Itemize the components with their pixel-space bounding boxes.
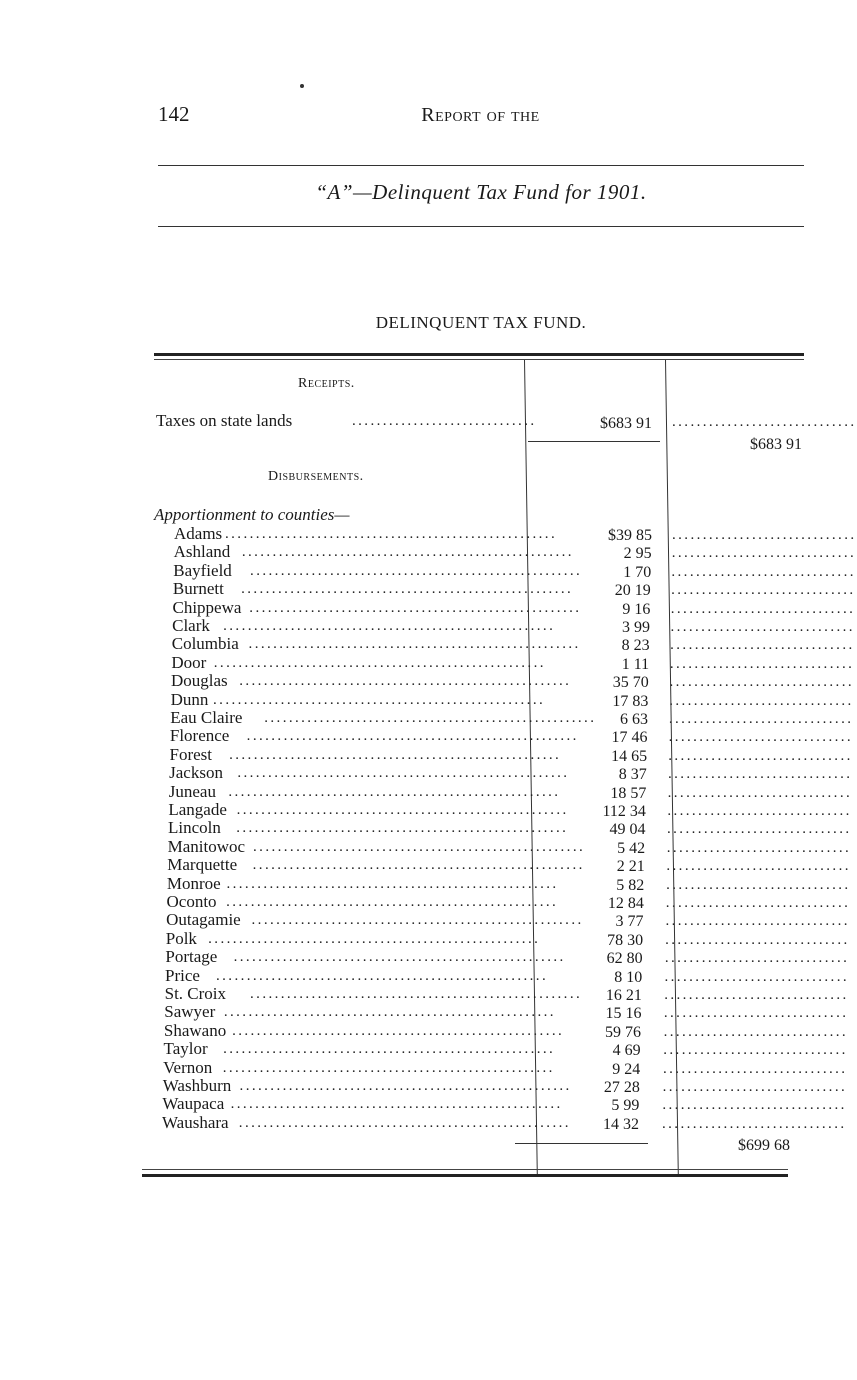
county-name: Jackson <box>169 763 223 783</box>
county-name: Douglas <box>171 671 228 691</box>
table-bottom-rule <box>142 1174 788 1177</box>
county-amount: 1 11 <box>621 655 650 673</box>
county-amount: 8 10 <box>614 968 643 986</box>
county-name: Oconto <box>166 892 217 911</box>
county-amount: 59 76 <box>605 1023 642 1041</box>
county-total-leader: .............................. <box>666 839 852 856</box>
county-amount: 4 69 <box>612 1042 641 1060</box>
county-amount: 12 84 <box>607 895 644 912</box>
county-name: Monroe <box>166 873 221 893</box>
county-total-leader: .............................. <box>671 563 856 580</box>
county-amount: 1 70 <box>623 563 652 581</box>
county-total-leader: .............................. <box>670 637 855 654</box>
county-leader: ...................................................... <box>237 765 570 782</box>
county-amount: 2 95 <box>623 545 652 563</box>
county-total-leader: .............................. <box>667 784 853 801</box>
county-name: Burnett <box>172 579 224 599</box>
county-total-leader: .............................. <box>664 987 849 1003</box>
county-name: Forest <box>169 744 212 764</box>
county-name: Juneau <box>168 781 216 801</box>
county-amount: 112 34 <box>602 803 646 820</box>
table-top-rule-thin <box>154 359 804 360</box>
county-name: Taylor <box>163 1039 208 1059</box>
county-leader: ...................................................... <box>239 1078 572 1094</box>
county-leader: ...................................................... <box>226 894 559 910</box>
table-top-rule <box>154 353 804 356</box>
county-amount: 14 65 <box>611 747 648 765</box>
county-name: Lincoln <box>168 818 221 838</box>
table-title: DELINQUENT TAX FUND. <box>375 313 587 332</box>
county-total-leader: .............................. <box>670 619 855 635</box>
county-amount: 14 32 <box>603 1115 639 1133</box>
county-leader: ...................................................... <box>236 802 569 818</box>
page-header <box>158 102 803 132</box>
receipt-item-label: Taxes on state lands <box>156 411 293 430</box>
county-name: Bayfield <box>173 560 232 580</box>
county-leader: ...................................................... <box>229 746 562 763</box>
county-leader: ...................................................... <box>236 820 569 837</box>
county-amount: 17 46 <box>611 729 648 747</box>
county-leader: ...................................................... <box>216 967 549 984</box>
county-amount: 18 57 <box>610 784 647 802</box>
county-name: Eau Claire <box>170 708 243 727</box>
apportionment-subheading: Apportionment to counties— <box>154 505 350 524</box>
county-leader: ...................................................... <box>232 1022 565 1039</box>
county-amount: 9 16 <box>622 600 651 618</box>
disbursements-heading: Disbursements. <box>268 469 364 484</box>
county-total-leader: .............................. <box>662 1115 847 1132</box>
county-leader: ...................................................... <box>238 1114 571 1131</box>
county-total-leader: .............................. <box>662 1060 848 1077</box>
county-total-leader: .............................. <box>666 858 851 875</box>
county-name: Sawyer <box>164 1002 216 1022</box>
county-total-leader: .............................. <box>671 545 857 562</box>
county-leader: ...................................................... <box>246 728 579 745</box>
county-amount: 35 70 <box>612 674 649 692</box>
county-amount: 3 77 <box>615 913 644 931</box>
county-leader: ...................................................... <box>250 986 583 1002</box>
county-amount: 2 21 <box>616 858 645 876</box>
county-leader: ...................................................... <box>239 673 572 690</box>
county-name: Ashland <box>173 542 231 562</box>
page-number: 142 <box>158 102 190 126</box>
county-amount: 15 16 <box>605 1005 642 1023</box>
county-leader: ...................................................... <box>248 636 581 653</box>
county-name: Polk <box>165 928 197 948</box>
county-total-leader: .............................. <box>662 1097 847 1114</box>
county-total-leader: .............................. <box>668 747 853 764</box>
county-name: Marquette <box>167 855 238 875</box>
county-amount: 8 37 <box>618 766 647 784</box>
county-name: Florence <box>169 726 230 746</box>
county-name: Manitowoc <box>167 836 246 856</box>
county-name: Shawano <box>163 1020 227 1040</box>
county-leader: ...................................................... <box>223 1004 556 1021</box>
county-leader: ...................................................... <box>226 875 559 892</box>
county-total-leader: .............................. <box>665 931 850 948</box>
county-total-leader: .............................. <box>664 950 850 967</box>
county-total-leader: .............................. <box>663 1042 848 1059</box>
section-title: “A”—Delinquent Tax Fund for 1901. <box>315 180 647 204</box>
county-name: Vernon <box>163 1057 213 1077</box>
county-total-leader: .............................. <box>668 729 854 746</box>
county-total-leader: .............................. <box>665 895 851 911</box>
county-amount: 27 28 <box>603 1079 640 1096</box>
county-name: Waushara <box>162 1112 229 1132</box>
county-name: Chippewa <box>172 597 242 617</box>
county-total-leader: .............................. <box>668 711 854 727</box>
county-name: Dunn <box>170 689 209 709</box>
section-rule <box>158 226 804 227</box>
county-amount: 20 19 <box>614 582 651 600</box>
county-total-leader: .............................. <box>662 1079 848 1095</box>
receipt-sum-rule <box>528 441 660 442</box>
county-name: Washburn <box>162 1076 232 1095</box>
county-total-leader: .............................. <box>672 527 857 543</box>
county-leader: ...................................................... <box>222 1059 555 1076</box>
county-leader: ...................................................... <box>230 1096 563 1113</box>
county-amount: 5 42 <box>617 839 646 857</box>
county-total-leader: .............................. <box>667 766 853 783</box>
county-leader: ...................................................... <box>208 930 541 947</box>
receipt-item-amount: $683 91 <box>600 415 652 432</box>
top-rule <box>158 165 804 166</box>
county-total-leader: .............................. <box>667 803 852 819</box>
county-leader: ...................................................... <box>250 562 583 579</box>
ink-speck <box>300 84 304 88</box>
receipts-total: $683 91 <box>750 436 802 453</box>
county-leader: ...................................................... <box>213 691 546 708</box>
running-title: Report of the <box>421 104 540 126</box>
county-amount: $39 85 <box>608 527 652 544</box>
county-amount: 6 63 <box>619 711 648 728</box>
county-total-leader: .............................. <box>669 692 854 709</box>
county-amount: 78 30 <box>607 931 644 949</box>
county-leader: ...................................................... <box>225 526 558 542</box>
receipts-heading: Receipts. <box>298 376 355 391</box>
county-name: Adams <box>174 524 223 543</box>
county-amount: 62 80 <box>606 950 643 968</box>
county-name: Portage <box>165 947 218 967</box>
county-name: Outagamie <box>166 910 241 930</box>
county-leader: ...................................................... <box>241 581 574 598</box>
county-total-leader: .............................. <box>670 600 856 617</box>
county-total-leader: .............................. <box>669 655 855 672</box>
county-amount: 3 99 <box>621 619 650 636</box>
county-name: Columbia <box>171 634 239 654</box>
county-leader: ...................................................... <box>251 912 584 929</box>
county-name: St. Croix <box>164 984 227 1003</box>
county-amount: 8 23 <box>621 637 650 655</box>
county-leader: ...................................................... <box>223 618 556 634</box>
county-leader: ...................................................... <box>233 949 566 966</box>
county-amount: 16 21 <box>605 987 642 1004</box>
county-name: Door <box>171 652 207 672</box>
county-total-leader: .............................. <box>671 582 856 599</box>
county-amount: 9 24 <box>612 1060 641 1078</box>
county-name: Price <box>165 965 200 985</box>
county-leader: ...................................................... <box>213 654 546 671</box>
county-amount: 5 82 <box>616 876 645 894</box>
county-total-leader: .............................. <box>664 968 849 985</box>
county-total-leader: .............................. <box>669 674 854 691</box>
county-name: Clark <box>172 616 210 635</box>
disbursements-total: $699 68 <box>738 1137 790 1154</box>
county-leader: ...................................................... <box>252 857 585 874</box>
county-leader: ...................................................... <box>253 838 586 855</box>
county-amount: 49 04 <box>609 821 646 839</box>
county-leader: ...................................................... <box>241 544 574 561</box>
county-total-leader: .............................. <box>663 1023 849 1040</box>
county-name: Langade <box>168 800 227 819</box>
county-name: Waupaca <box>162 1094 225 1114</box>
county-total-leader: .............................. <box>666 876 851 893</box>
county-leader: ...................................................... <box>249 599 582 616</box>
county-leader: ...................................................... <box>223 1041 556 1058</box>
county-total-leader: .............................. <box>665 913 850 930</box>
disbursement-sum-rule <box>515 1143 648 1144</box>
county-leader: ...................................................... <box>264 710 597 726</box>
county-leader: ...................................................... <box>228 783 561 800</box>
receipt-item-leader: .............................. <box>352 413 537 429</box>
county-total-leader: .............................. <box>667 821 852 838</box>
county-total-leader: .............................. <box>663 1005 849 1022</box>
table-bottom-rule-thin <box>142 1169 788 1170</box>
county-amount: 17 83 <box>612 692 649 710</box>
receipt-total-leader: .............................. <box>672 414 857 430</box>
county-amount: 5 99 <box>611 1097 640 1115</box>
